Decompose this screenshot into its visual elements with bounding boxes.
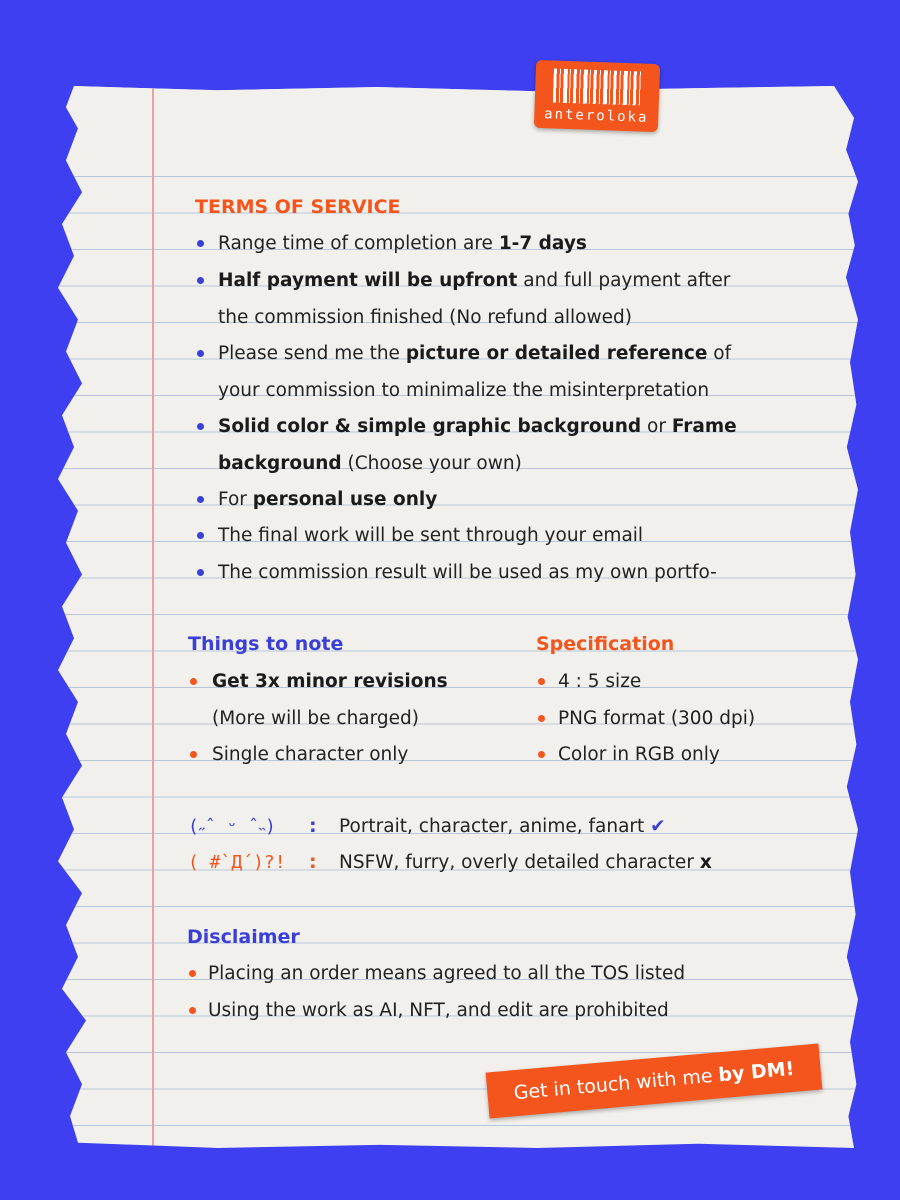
- tos-item-5: For personal use only: [218, 489, 438, 510]
- disclaimer-item-1: Placing an order means agreed to all the TOS listed: [208, 963, 686, 984]
- tos-item-2: Half payment will be upfront and full payment after: [218, 270, 731, 291]
- bullet: [197, 240, 204, 247]
- margin-line: [152, 86, 154, 1148]
- bullet: [197, 532, 204, 539]
- notes-item-1-cont: (More will be charged): [212, 708, 419, 729]
- spec-heading: Specification: [536, 633, 675, 655]
- brand-sticker: [534, 60, 660, 132]
- tos-item-7: The commission result will be used as my own portfo-: [218, 562, 717, 583]
- rejected-types: NSFW, furry, overly detailed character x: [339, 852, 712, 873]
- check-icon: ✔: [650, 816, 666, 837]
- bullet: [197, 569, 204, 576]
- spec-item-3: Color in RGB only: [558, 744, 720, 765]
- notes-item-2: Single character only: [212, 744, 409, 765]
- bullet: [190, 751, 197, 758]
- accepted-types: Portrait, character, anime, fanart ✔: [339, 816, 666, 837]
- disclaimer-item-2: Using the work as AI, NFT, and edit are prohibited: [208, 1000, 669, 1021]
- tos-item-6: The final work will be sent through your email: [218, 525, 644, 546]
- notes-heading: Things to note: [188, 633, 344, 655]
- tos-item-4-cont: background (Choose your own): [218, 453, 522, 474]
- bullet: [197, 350, 204, 357]
- bullet: [197, 423, 204, 430]
- happy-emoticon: (˶ˆ ᵕ ˆ˵): [188, 816, 276, 837]
- bullet: [538, 678, 545, 685]
- tos-item-3-cont: your commission to minimalize the misinterpretation: [218, 380, 710, 401]
- barcode-icon: [553, 68, 642, 105]
- cross-icon: x: [699, 852, 712, 873]
- tos-item-1: Range time of completion are 1-7 days: [218, 233, 587, 254]
- colon: :: [309, 851, 317, 873]
- contact-banner: Get in touch with me by DM!: [486, 1044, 823, 1119]
- bullet: [197, 277, 204, 284]
- bullet: [197, 496, 204, 503]
- tos-item-3: Please send me the picture or detailed reference of: [218, 343, 732, 364]
- spec-item-2: PNG format (300 dpi): [558, 708, 756, 729]
- bullet: [189, 1007, 196, 1014]
- tos-item-4: Solid color & simple graphic background or Frame: [218, 416, 737, 437]
- tos-heading: TERMS OF SERVICE: [195, 196, 401, 218]
- tos-item-2-cont: the commission finished (No refund allowed): [218, 307, 632, 328]
- disclaimer-heading: Disclaimer: [187, 926, 300, 948]
- notes-item-1: Get 3x minor revisions: [212, 671, 448, 692]
- angry-emoticon: ( #`Д´)?!: [188, 852, 286, 873]
- bullet: [190, 678, 197, 685]
- colon: :: [309, 815, 317, 837]
- bullet: [538, 751, 545, 758]
- bullet: [189, 970, 196, 977]
- paper-top-band: [58, 86, 858, 174]
- bullet: [538, 715, 545, 722]
- brand-name: anteroloka: [543, 106, 649, 126]
- spec-item-1: 4 : 5 size: [558, 671, 642, 692]
